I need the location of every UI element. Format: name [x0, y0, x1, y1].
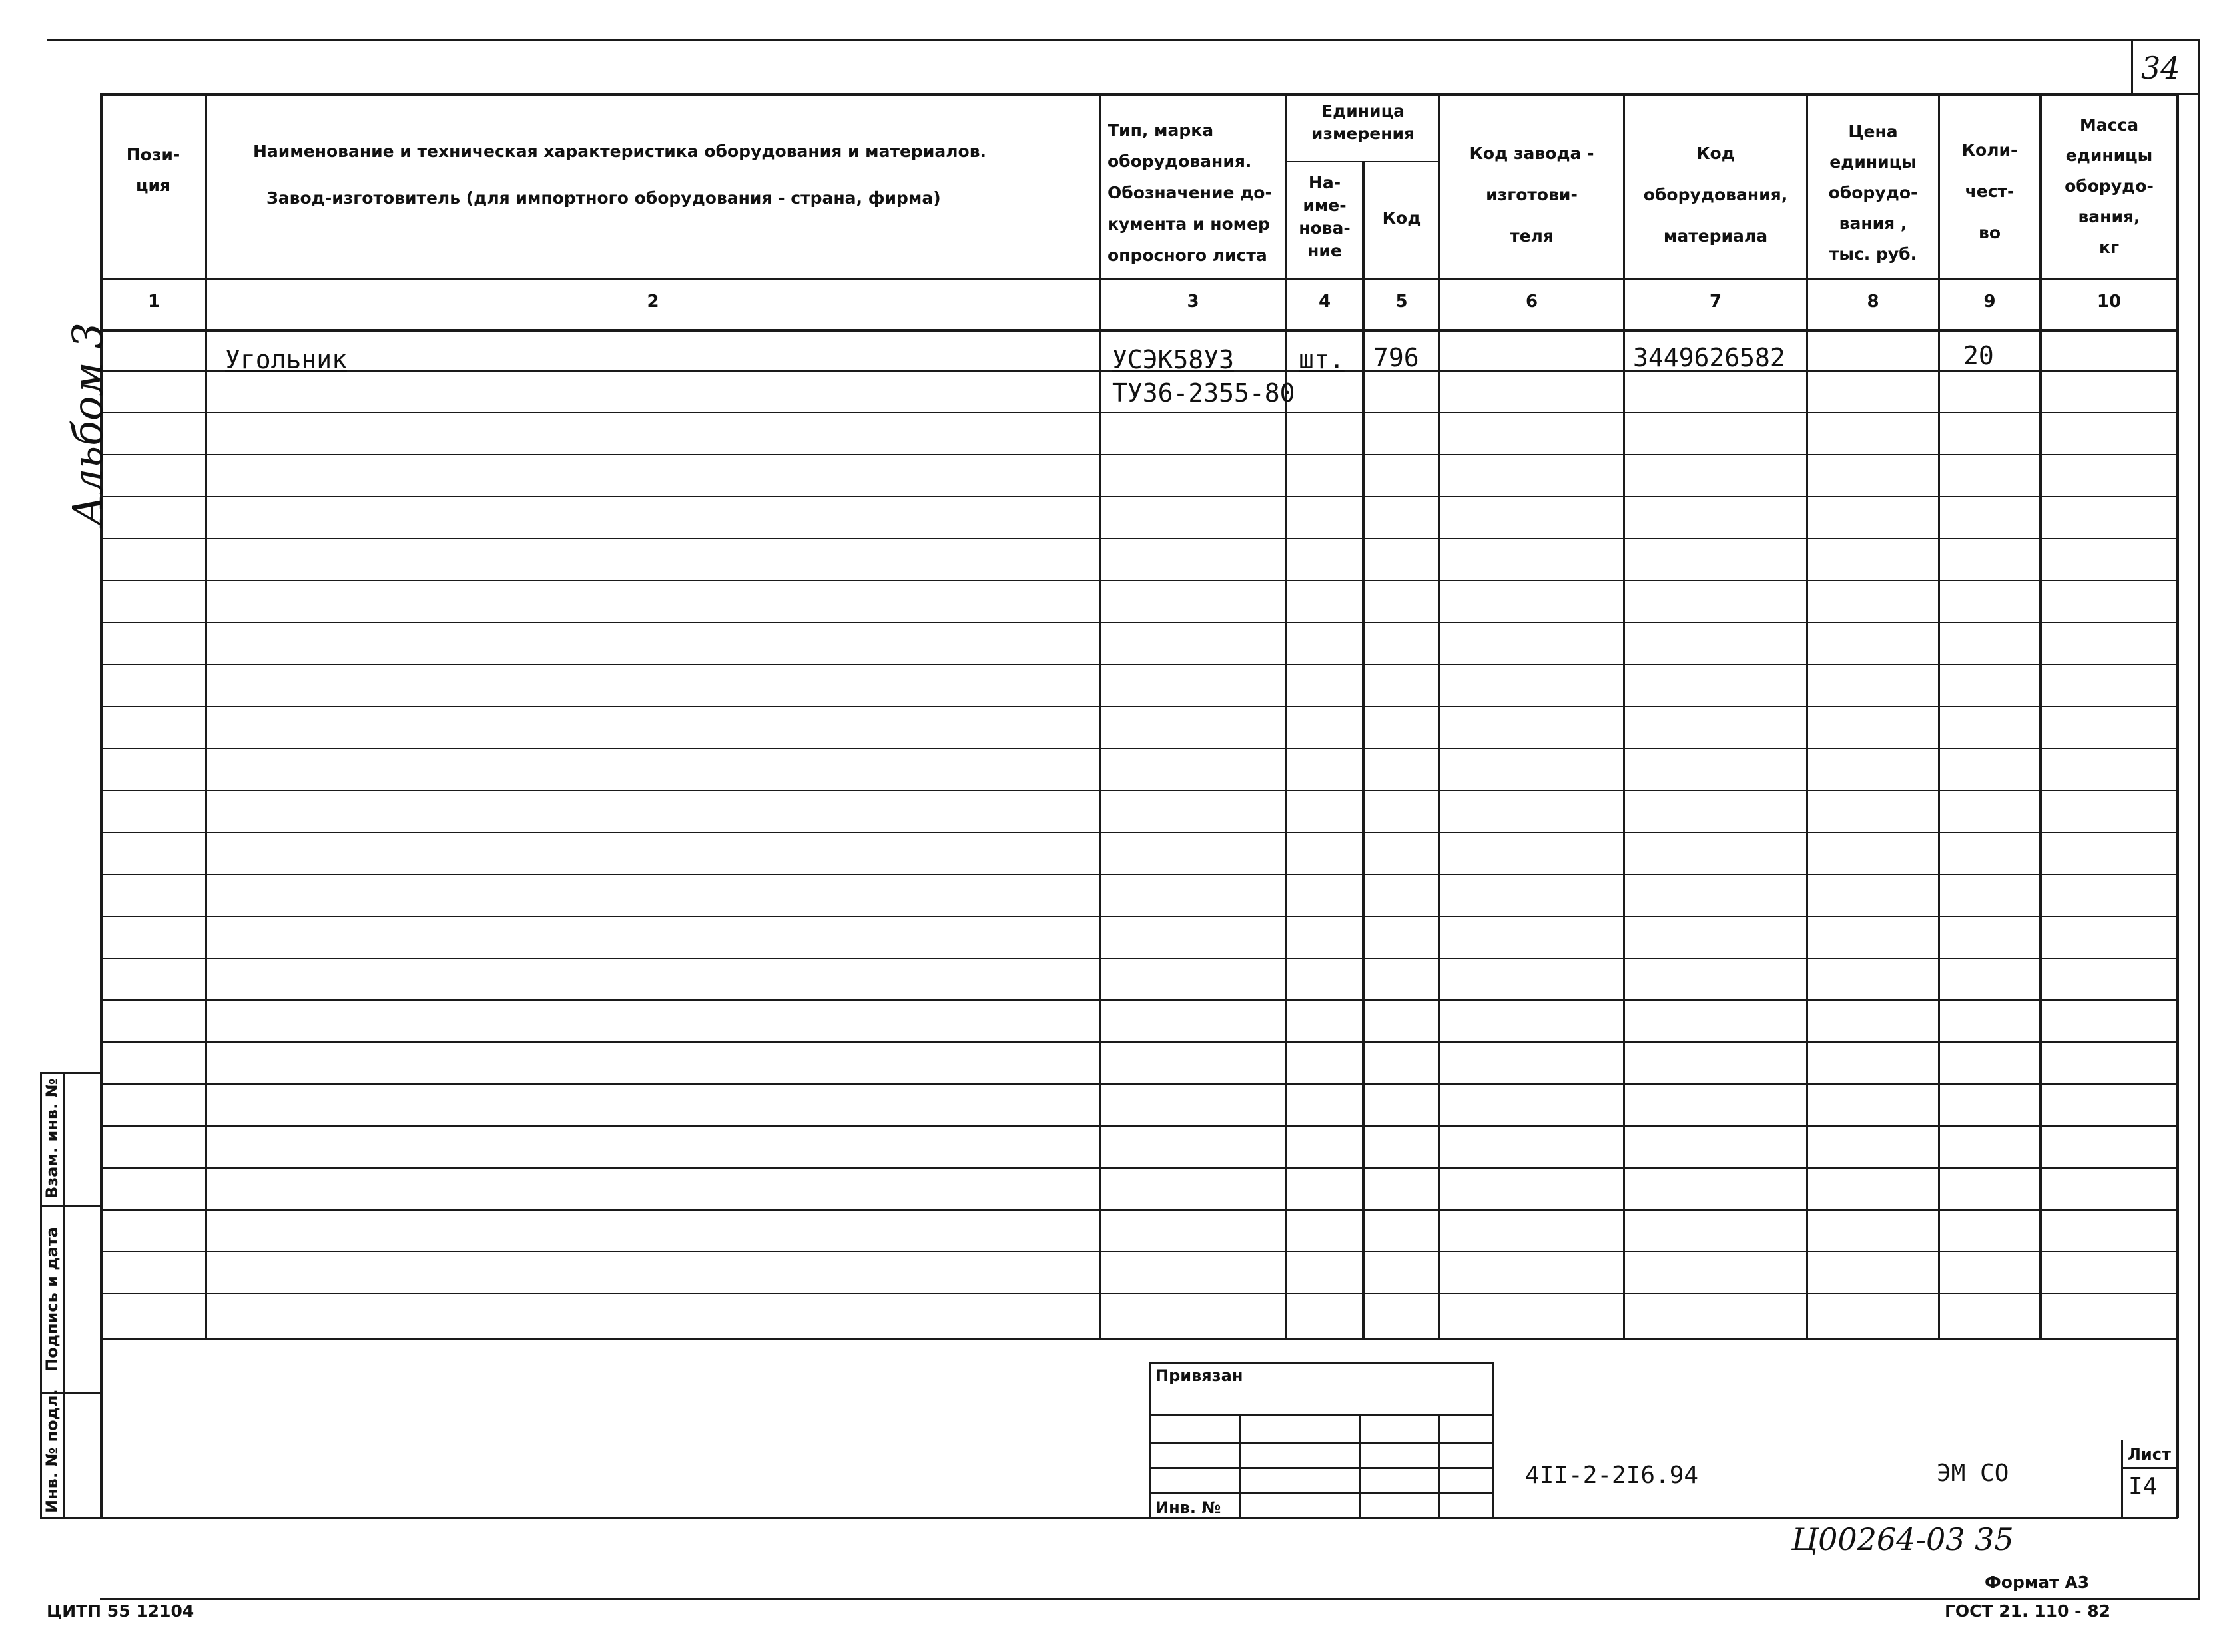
- hdr-position: Пози- ция: [126, 145, 180, 195]
- col-div-7: [1806, 93, 1808, 1340]
- tb-attached-left: [1149, 1362, 1151, 1518]
- tb-vline-1: [1239, 1414, 1241, 1518]
- col-div-8: [1938, 93, 1940, 1340]
- colnum-8: 8: [1867, 292, 1879, 312]
- colnum-7: 7: [1709, 292, 1722, 312]
- row-line: [100, 706, 2178, 707]
- colnum-5: 5: [1395, 292, 1408, 312]
- stamp-sign-date: Подпись и дата: [43, 1227, 61, 1372]
- hdr-equipment-code: Код оборудования, материала: [1643, 144, 1788, 246]
- tb-inv-no: Инв. №: [1155, 1498, 1221, 1517]
- hdr-unit-name: На- име- нова- ние: [1299, 173, 1351, 260]
- row-line: [100, 1083, 2178, 1085]
- col-div-1: [205, 93, 207, 1340]
- frame-right: [2198, 39, 2200, 1600]
- col-div-2: [1099, 93, 1101, 1340]
- stamp-top: [40, 1072, 103, 1074]
- row-1-unit: шт.: [1299, 345, 1345, 374]
- row-line: [100, 1041, 2178, 1043]
- tb-sheet-label: Лист: [2128, 1445, 2171, 1464]
- row-line: [100, 496, 2178, 497]
- row-1-equipment-code: 3449626582: [1633, 343, 1785, 372]
- row-line: [100, 1209, 2178, 1211]
- stamp-inv-original: Инв. № подл.: [43, 1389, 61, 1513]
- row-line: [100, 1293, 2178, 1294]
- tb-attached: Привязан: [1155, 1366, 1243, 1385]
- hdr-manufacturer: Завод-изготовитель (для импортного оборудования - страна, фирма): [266, 188, 941, 208]
- tb-doc-code: 4II-2-2I6.94: [1525, 1462, 1699, 1489]
- row-line: [100, 1125, 2178, 1127]
- row-line: [100, 622, 2178, 623]
- tb-sheet-number: I4: [2128, 1473, 2158, 1500]
- row-line: [100, 454, 2178, 455]
- row-line: [100, 664, 2178, 665]
- col-div-6: [1623, 93, 1625, 1340]
- grid-bottom: [100, 1338, 2178, 1340]
- stamp-bottom: [40, 1517, 103, 1519]
- tb-hline-3: [1149, 1467, 1493, 1469]
- col-div-4: [1362, 162, 1365, 1340]
- hdr-name: Наименование и техническая характеристика оборудования и материалов.: [253, 142, 987, 161]
- row-line: [100, 832, 2178, 833]
- stamp-inv-replace: Взам. инв. №: [43, 1078, 61, 1199]
- tb-attached-top: [1149, 1362, 1493, 1364]
- colnum-10: 10: [2096, 292, 2122, 312]
- row-line: [100, 412, 2178, 413]
- col-div-5: [1438, 93, 1440, 1340]
- tb-sheet-left: [2121, 1440, 2123, 1518]
- footer-left: ЦИТП 55 12104: [47, 1601, 194, 1621]
- tb-vline-3: [1438, 1414, 1440, 1518]
- colnum-3: 3: [1187, 292, 1199, 312]
- row-line: [100, 748, 2178, 749]
- tb-hline-1: [1149, 1414, 1493, 1416]
- row-1-name: Угольник: [225, 345, 348, 374]
- row-line: [100, 916, 2178, 917]
- row-line: [100, 1167, 2178, 1169]
- tb-section: ЭМ СО: [1937, 1460, 2009, 1487]
- row-line: [100, 1251, 2178, 1252]
- hdr-factory-code: Код завода - изготови- теля: [1469, 144, 1594, 246]
- row-1-unit-code: 796: [1373, 343, 1419, 372]
- row-1-type: УСЭК58У3: [1112, 345, 1235, 374]
- footer-format: Формат А3: [1985, 1573, 2090, 1592]
- hdr-unit-code: Код: [1382, 208, 1421, 228]
- tb-sheet-mid: [2121, 1467, 2178, 1469]
- stamp-div-1: [40, 1205, 103, 1207]
- row-1-quantity: 20: [1963, 341, 1994, 370]
- footer-gost: ГОСТ 21. 110 - 82: [1945, 1601, 2111, 1621]
- colnum-6: 6: [1525, 292, 1538, 312]
- hdr-unit-group: Единица измерения: [1311, 101, 1415, 143]
- table-bottom: [100, 1517, 2178, 1519]
- tb-vline-2: [1359, 1414, 1361, 1518]
- hdr-type: Тип, марка оборудования. Обозначение до- кумента и номер опросного листа: [1108, 121, 1272, 265]
- page-number: 34: [2141, 50, 2180, 86]
- row-line: [100, 580, 2178, 581]
- row-line: [100, 999, 2178, 1001]
- row-line: [100, 790, 2178, 791]
- album-label: Альбом 3: [63, 322, 112, 526]
- colnum-2: 2: [647, 292, 659, 312]
- header-bottom: [100, 278, 2178, 280]
- frame-bottom: [100, 1598, 2199, 1600]
- tb-main-left: [1492, 1362, 1494, 1518]
- top-rule: [47, 39, 2199, 41]
- stamp-left: [40, 1072, 42, 1518]
- row-line: [100, 958, 2178, 959]
- hdr-quantity: Коли- чест- во: [1961, 140, 2018, 242]
- col-div-3: [1285, 93, 1287, 1340]
- table-top: [100, 93, 2178, 96]
- hdr-mass: Масса единицы оборудо- вания, кг: [2065, 115, 2154, 257]
- table-right: [2176, 93, 2179, 1518]
- row-2-type: ТУ36-2355-80: [1112, 378, 1295, 408]
- tb-hline-2: [1149, 1442, 1493, 1444]
- handwritten-code: Ц00264-03 35: [1791, 1521, 2014, 1557]
- stamp-right: [63, 1072, 65, 1518]
- row-line: [100, 874, 2178, 875]
- colnum-4: 4: [1318, 292, 1331, 312]
- row-line: [100, 538, 2178, 539]
- hdr-price: Цена единицы оборудо- вания , тыс. руб.: [1828, 122, 1918, 264]
- colnum-9: 9: [1983, 292, 1996, 312]
- tb-hline-4: [1149, 1492, 1493, 1494]
- page-num-box-left: [2131, 39, 2133, 95]
- col-div-9: [2039, 93, 2042, 1340]
- colnum-bottom: [100, 329, 2178, 332]
- colnum-1: 1: [147, 292, 160, 312]
